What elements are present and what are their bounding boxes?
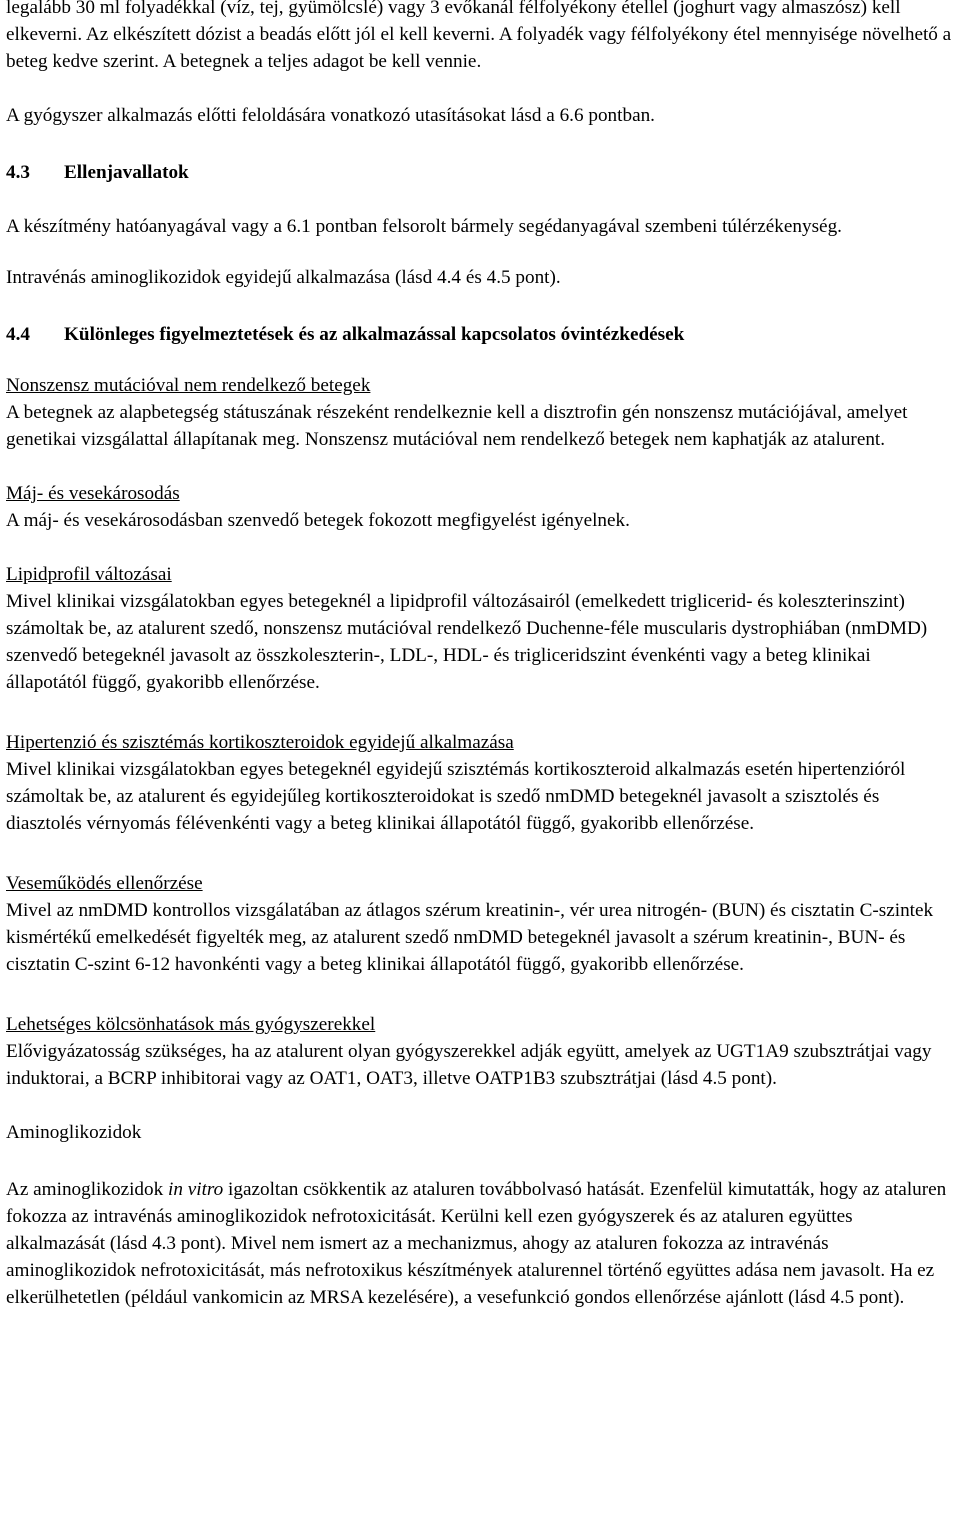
subheading-renal-function: Veseműködés ellenőrzése [6, 873, 203, 894]
subheading-hypertension: Hipertenzió és szisztémás kortikoszteroidok egyidejű alkalmazása [6, 732, 514, 753]
paragraph-liver-kidney-impairment: A máj- és vesekárosodásban szenvedő betegek fokozott megfigyelést igényelnek. [6, 510, 630, 531]
paragraph-hypertension: Mivel klinikai vizsgálatokban egyes betegeknél egyidejű szisztémás kortikoszteroid alkalmazás esetén hipertenzióról számoltak be, az atalurent és egyidejűleg kortikoszteroidokat is szedő nmDMD betegeknél javasolt a szisztolés és diasztolés vérnyomás félévenkénti vagy a beteg klinikai állapotától függő, gyakoribb ellenőrzése. [6, 759, 906, 834]
document-page [6, 0, 956, 1311]
paragraph-renal-function: Mivel az nmDMD kontrollos vizsgálatában az átlagos szérum kreatinin-, vér urea nitrogén- (BUN) és cisztatin C-szintek kismértékű emelkedését figyelték meg, az atalurent szedő nmDMD betegeknél javasolt a szérum kreatinin-, BUN- és cisztatin C-szint 6-12 havonkénti vagy a beteg klinikai állapotától függő, gyakoribb ellenőrzése. [6, 900, 934, 975]
aminoglycosides-text-start: Az aminoglikozidok [6, 1179, 168, 1200]
section-4-4-number: 4.4 [6, 324, 30, 345]
section-4-3-number: 4.3 [6, 162, 30, 183]
aminoglycosides-in-vitro: in vitro [168, 1179, 224, 1200]
section-4-3-title: Ellenjavallatok [64, 162, 189, 183]
paragraph-nonsense-mutation: A betegnek az alapbetegség státuszának részeként rendelkeznie kell a disztrofin gén nonszensz mutációjával, amelyet genetikai vizsgálattal állapítanak meg. Nonszensz mutációval nem rendelkező betegek nem kaphatják az atalurent. [6, 402, 908, 450]
paragraph-drug-interactions: Elővigyázatosság szükséges, ha az atalurent olyan gyógyszerekkel adják együtt, amelyek az UGT1A9 szubsztrátjai vagy induktorai, a BCRP inhibitorai vagy az OAT1, OAT3, illetve OATP1B3 szubsztrátjai (lásd 4.5 pont). [6, 1041, 932, 1089]
subheading-lipid-profile: Lipidprofil változásai [6, 564, 172, 585]
section-4-3-heading [6, 159, 956, 186]
subheading-aminoglycosides: Aminoglikozidok [6, 1122, 142, 1143]
subheading-liver-kidney-impairment: Máj- és vesekárosodás [6, 483, 180, 504]
paragraph-lipid-profile: Mivel klinikai vizsgálatokban egyes betegeknél a lipidprofil változásairól (emelkedett triglicerid- és koleszterinszint) számoltak be, az atalurent szedő, nonszensz mutációval rendelkező Duchenne-féle muscularis dystrophiában (nmDMD) szenvedő betegeknél javasolt az összkoleszterin-, LDL-, HDL- és trigliceridszint évenkénti vagy a beteg klinikai állapotától függő, gyakoribb ellenőrzése. [6, 591, 928, 693]
contraindication-aminoglycosides: Intravénás aminoglikozidok egyidejű alkalmazása (lásd 4.4 és 4.5 pont). [6, 267, 561, 288]
intro-paragraph-reference: A gyógyszer alkalmazás előtti feloldására vonatkozó utasításokat lásd a 6.6 pontban. [6, 105, 655, 126]
subheading-nonsense-mutation: Nonszensz mutációval nem rendelkező betegek [6, 375, 371, 396]
section-4-4-heading [6, 321, 956, 348]
aminoglycosides-text-rest: igazoltan csökkentik az ataluren továbbolvasó hatását. Ezenfelül kimutatták, hogy az ataluren fokozza az intravénás aminoglikozidok nefrotoxicitását. Kerülni kell ezen gyógyszerek és az ataluren együttes alkalmazását (lásd 4.3 pont). Mivel nem ismert az a mechanizmus, ahogy az ataluren fokozza az intravénás aminoglikozidok nefrotoxicitását, más nefrotoxikus készítmények atalurennel történő együttes adása nem javasolt. Ha ez elkerülhetetlen (például vankomicin az MRSA kezelésére), a vesefunkció gondos ellenőrzése ajánlott (lásd 4.5 pont). [6, 1179, 947, 1308]
paragraph-aminoglycosides [6, 1176, 956, 1311]
intro-paragraph-dissolution: legalább 30 ml folyadékkal (víz, tej, gyümölcslé) vagy 3 evőkanál félfolyékony étellel (joghurt vagy almaszósz) kell elkeverni. Az elkészített dózist a beadás előtt jól el kell keverni. A folyadék vagy félfolyékony étel mennyisége növelhető a beteg kedve szerint. A betegnek a teljes adagot be kell vennie. [6, 0, 952, 72]
section-4-4-title: Különleges figyelmeztetések és az alkalmazással kapcsolatos óvintézkedések [64, 324, 685, 345]
contraindication-hypersensitivity: A készítmény hatóanyagával vagy a 6.1 pontban felsorolt bármely segédanyagával szembeni túlérzékenység. [6, 216, 842, 237]
subheading-drug-interactions: Lehetséges kölcsönhatások más gyógyszerekkel [6, 1014, 376, 1035]
